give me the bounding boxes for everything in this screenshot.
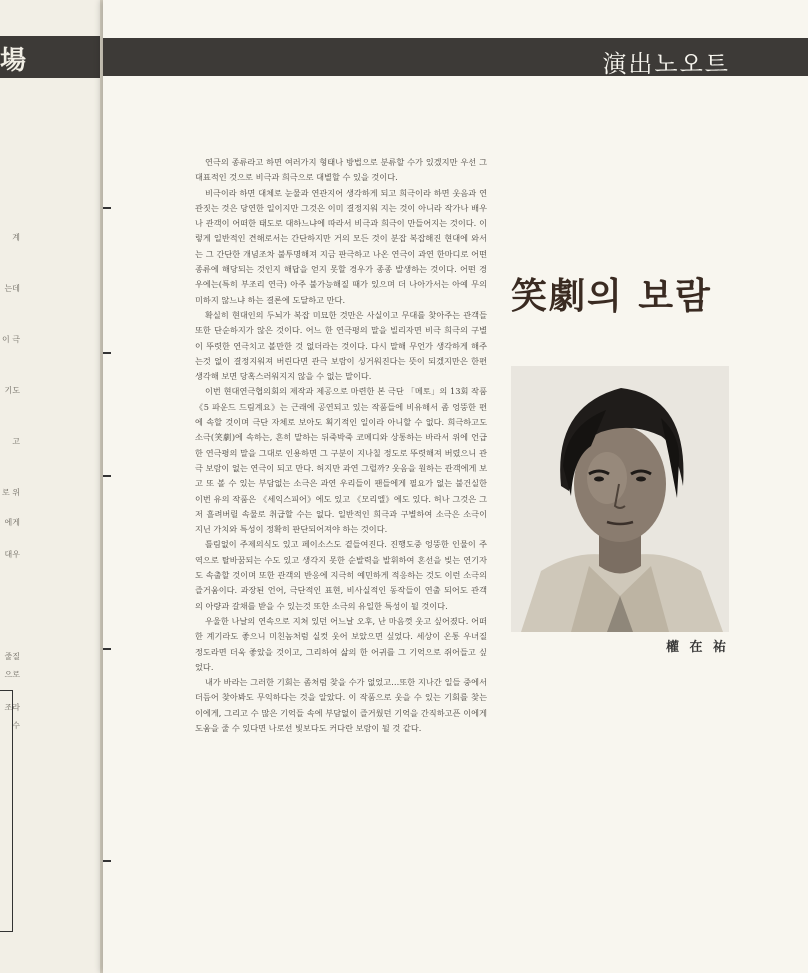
main-page [103,0,808,973]
left-fragment: 계 [12,233,20,242]
left-frame-box [0,690,13,932]
article-paragraph: 이번 현대연극협의회의 제작과 제공으로 마련한 본 극단 「메토」의 13회 작품 《5 파운드 드림계요》는 근래에 공연되고 있는 작품들에 비유해서 좀 엉뚱한 편에 속할 것이며 극단 자체로 보아도 획기적인 일이라 아니할 수 없다. 희극하고도 소극(笑劇)에 속하는, 흔히 말하는 뒤죽박죽 코메디와 상통하는 바라서 위에 언급한 연극평의 말을 그대로 인용하면 그 구분이 지나칠 정도로 뚜렷해져 버렸으니 관극 보람이 없는 연극이 되고 만다. 허지만 과연 그럴까? 웃음을 원하는 관객에게 보고 또 볼 수 있는 부담없는 소극은 과연 우리들이 팬들에게 필요가 없는 불건실한 이번 유의 작품은 《세익스피어》에도 있고 《모리엘》에도 있다. 허나 그것은 그저 흘려버릴 속물로 취급할 수는 없다. 일반적인 희극과 구별하여 소극은 소극이 지닌 가치와 특성이 정확히 판단되어져야 하는 것이다. [195,386,487,535]
article-paragraph: 비극이라 하면 대체로 눈물과 연관지어 생각하게 되고 희극이라 하면 웃음과 연관짓는 것은 당연한 일이지만 그것은 이미 결정지워 지는 것이 아니라 작가나 배우나 관객이 어떠한 태도로 대하느냐에 따라서 비극과 희극이 만들어지는 것이다. 이렇게 일반적인 견해로서는 간단하지만 거의 모든 것이 분잡 복잡해진 현대에 와서는 그 간단한 개념조차 불투명해져 지금 판극하고 나온 연극이 과연 한마디로 어떤 종류에 해당되는 것인지 해답을 얻지 못할 경우가 종종 발생하는 것이다. 어떤 경우에는(특히 부조리 연극) 아주 불가능해질 때가 있으며 더 나아가서는 아예 무의미하지 않느냐 하는 결론에 도달하고 만다. [195,187,487,305]
left-fragment: 조라 [4,703,20,712]
left-fragment: 기도 [4,386,20,395]
article-paragraph: 연극의 종류라고 하면 여러가지 형태나 방법으로 분류할 수가 있겠지만 우선 그 대표적인 것으로 비극과 희극으로 대별할 수 있을 것이다. [195,157,487,183]
article-paragraph: 우울한 나날의 연속으로 지쳐 있던 어느날 오후, 난 마음껏 웃고 싶어졌다. 어떠한 계기라도 좋으니 미친놈처럼 실컷 웃어 보았으면 싶었다. 세상이 온통 우녀질 정도라면 더욱 좋았을 것이고, 그리하여 삶의 한 어귀를 그 기억으로 쥐어들고 싶었다. [195,615,487,672]
article-paragraph: 확실히 현대인의 두뇌가 복잡 미묘한 것만은 사실이고 무대를 찾아주는 관객들 또한 단순하지가 않은 것이다. 어느 한 연극평의 말을 빌리자면 비극 희극의 구별이 뚜렷한 연극치고 볼만한 것 없더라는 것이다. 다시 말해 무언가 생각하게 해주는것 없이 결정지워져 버린다면 관극 보람이 싱거워진다는 뜻이 되겠지만은 한편 생각해 보면 당혹스러워지지 않을 수 없는 말이다. [195,309,487,382]
left-fragment: 줄질 [4,652,20,661]
left-fragment: 수 [12,721,20,730]
left-fragment: 는데 [4,284,20,293]
author-name: 權 在 祐 [665,640,729,655]
left-band-text: 場 [0,46,27,76]
portrait-photo-icon [511,366,729,632]
article-body [195,155,487,736]
binder-mark [103,648,111,650]
left-page-strip [0,0,100,973]
binder-mark [103,207,111,209]
author-portrait [511,366,729,632]
left-fragment: 에게 [4,518,20,527]
section-title: 演出노오트 [602,50,730,78]
left-fragment: 로 위 [2,488,20,497]
binder-mark [103,860,111,862]
article-paragraph: 틀림없이 주제의식도 있고 페이소스도 곁들여진다. 진행도중 엉뚱한 인물이 주역으로 탈바꿈되는 수도 있고 생각지 못한 순발력을 발휘하여 혼선을 빚는 연기자도 속출할 것이며 또한 관객의 반응에 지극히 예민하게 적응하는 것도 이런 소극의 즐거움이다. 과장된 언어, 극단적인 표현, 비사실적인 동작들이 연출 되어도 관객의 아량과 갈채를 받을 수 있는것 또한 소극의 유일한 특성이 될 것이다. [195,539,487,611]
left-fragment: 대우 [4,550,20,559]
article-title: 笑劇의 보람 [511,275,712,317]
left-fragment: 이 극 [2,335,20,344]
binder-mark [103,475,111,477]
article-paragraph: 내가 바라는 그러한 기회는 좀처럼 찾을 수가 없었고…또한 지나간 일들 중에서 더듬어 찾아봐도 무익하다는 것을 알았다. 이 작품으로 웃을 수 있는 기회를 찾는 이에게, 그리고 수 많은 기억들 속에 부담없이 즐거웠던 기억을 간직하고픈 이에게 도움을 줄 수 있다면 나로선 빛보다도 커다란 보람이 될 것 같다. [195,677,487,733]
binder-mark [103,352,111,354]
left-fragment: 고 [12,437,20,446]
left-fragment: 으로 [4,670,20,679]
left-fragment [0,597,20,614]
